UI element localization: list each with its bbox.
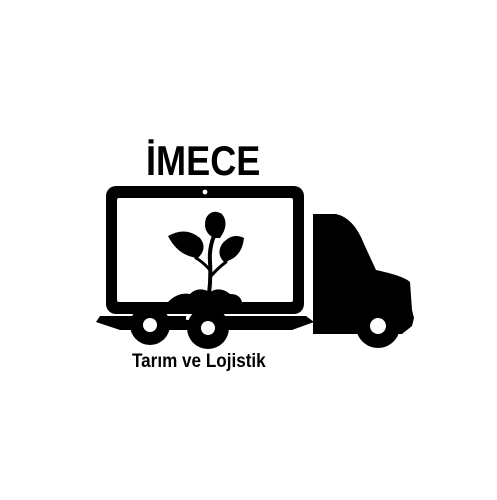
brand-tagline: Tarım ve Lojistik (132, 351, 266, 372)
brand-title: İMECE (146, 137, 261, 184)
